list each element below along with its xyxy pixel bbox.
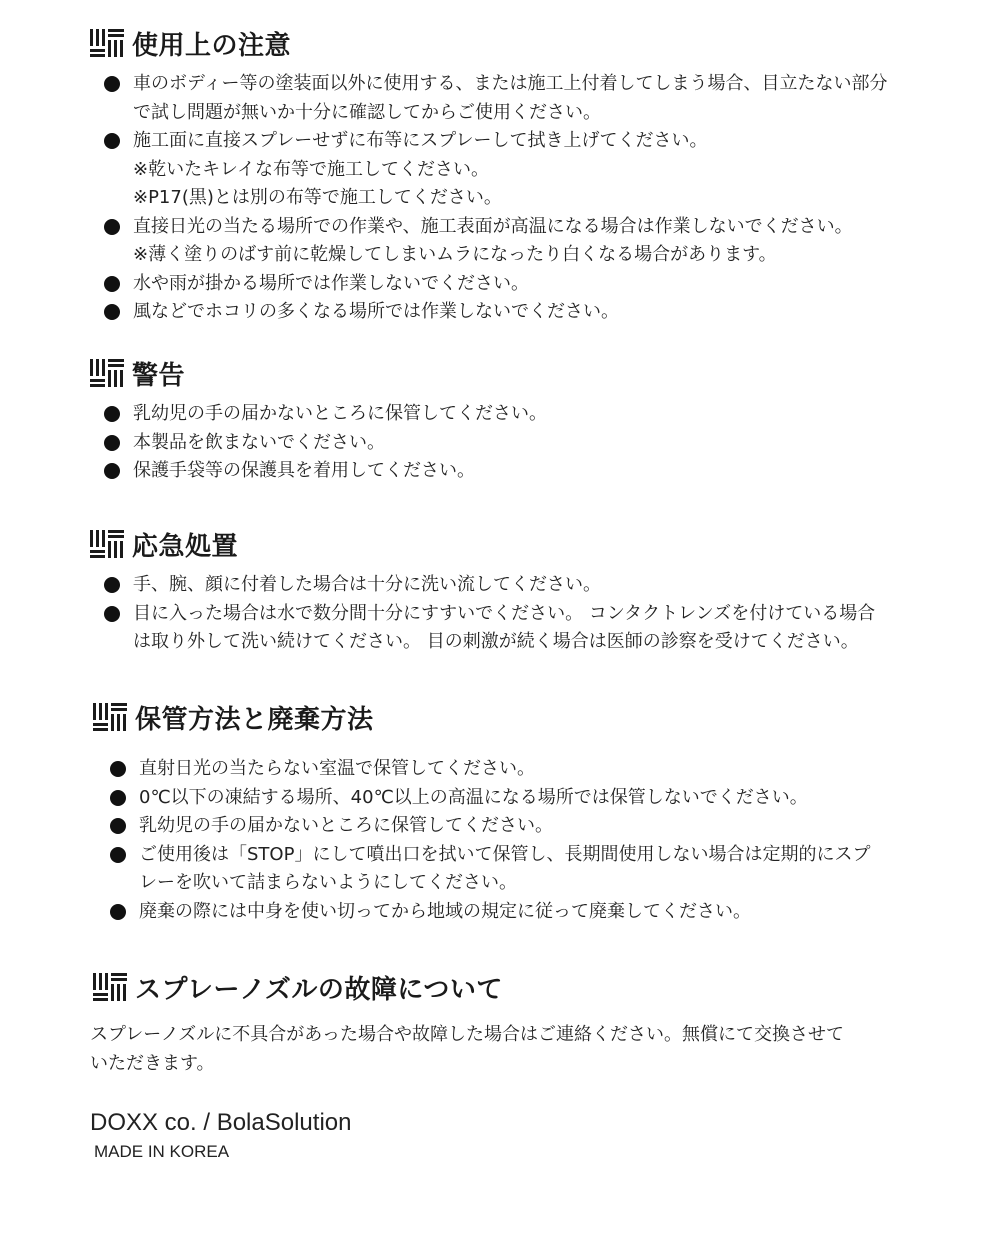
section-marker-icon [90,29,124,57]
section-title: 応急処置 [132,531,239,562]
list-item [104,298,934,327]
section-header [93,700,374,734]
list-item-note: ※乾いたキレイな布等で施工してください。 [133,158,489,180]
bullet-dot-icon [104,577,120,593]
section-title: 警告 [132,360,186,391]
list-item-text: 車のボディー等の塗装面以外に使用する、または施工上付着してしまう場合、目立たない部分 [133,73,888,94]
list-item [104,571,934,600]
list-item-text: 保護手袋等の保護具を着用してください。 [133,460,475,481]
bullet-dot-icon [110,904,126,920]
list-item [110,784,940,813]
list-item [110,755,940,784]
list-item [104,457,934,486]
list-item [110,812,940,841]
bullet-dot-icon [104,219,120,235]
list-item [104,400,934,429]
list-item-note: ※P17(黒)とは別の布等で施工してください。 [133,187,502,208]
list-item-text: 本製品を飲まないでください。 [133,431,385,453]
bullet-dot-icon [110,847,126,863]
list-item [104,213,934,270]
list-item [104,600,934,657]
bullet-dot-icon [104,76,120,92]
paragraph-line: いただきます。 [90,1052,215,1074]
bullet-dot-icon [110,818,126,834]
bullet-dot-icon [110,761,126,777]
section-header [93,970,503,1004]
section-header [90,26,291,60]
list-item [110,898,940,927]
bullet-dot-icon [104,276,120,292]
section-marker-icon [93,973,127,1001]
company-name: DOXX co. / BolaSolution [90,1109,352,1136]
list-item-text: 乳幼児の手の届かないところに保管してください。 [133,403,547,424]
list-item-text: 直接日光の当たる場所での作業や、施工表面が高温になる場合は作業しないでください。 [133,215,853,237]
list-item-text: は取り外して洗い続けてください。 目の刺激が続く場合は医師の診察を受けてください。 [133,631,859,652]
section-header [90,356,185,390]
list-item-text: 目に入った場合は水で数分間十分にすすいでください。 コンタクトレンズを付けている場合 [133,602,876,624]
list-item [110,841,940,898]
bullet-dot-icon [104,133,120,149]
list-item-note: ※薄く塗りのばす前に乾燥してしまいムラになったり白くなる場合があります。 [133,244,777,265]
list-item-text: レーを吹いて詰まらないようにしてください。 [139,872,517,893]
section-marker-icon [90,359,124,387]
bullet-list [110,755,940,926]
bullet-list [104,70,934,327]
bullet-dot-icon [104,463,120,479]
paragraph-line: スプレーノズルに不具合があった場合や故障した場合はご連絡ください。無償にて交換させて [90,1024,845,1045]
section-title: 使用上の注意 [132,30,292,61]
section-title: スプレーノズルの故障について [135,974,503,1005]
bullet-dot-icon [110,790,126,806]
list-item-text: で試し問題が無いか十分に確認してからご使用ください。 [133,101,601,123]
bullet-dot-icon [104,304,120,320]
list-item [104,70,934,127]
section-marker-icon [93,703,127,731]
list-item-text: 手、腕、顔に付着した場合は十分に洗い流してください。 [133,574,601,595]
list-item-text: 直射日光の当たらない室温で保管してください。 [139,758,535,779]
list-item-text: 乳幼児の手の届かないところに保管してください。 [139,815,553,836]
list-item [104,429,934,458]
bullet-dot-icon [104,406,120,422]
list-item-text: 廃棄の際には中身を使い切ってから地域の規定に従って廃棄してください。 [139,900,751,922]
list-item-text: 水や雨が掛かる場所では作業しないでください。 [133,272,529,294]
list-item-text: 風などでホコリの多くなる場所では作業しないでください。 [133,301,619,322]
bullet-list [104,400,934,486]
list-item [104,270,934,299]
bullet-dot-icon [104,435,120,451]
list-item-text: 施工面に直接スプレーせずに布等にスプレーして拭き上げてください。 [133,130,708,151]
made-in-label: MADE IN KOREA [94,1142,230,1161]
section-marker-icon [90,530,124,558]
bullet-list [104,571,934,657]
list-item-text: ご使用後は「STOP」にして噴出口を拭いて保管し、長期間使用しない場合は定期的にスプ [139,843,871,865]
list-item [104,127,934,213]
nozzle-failure-paragraph [90,1021,940,1078]
section-title: 保管方法と廃棄方法 [135,704,374,735]
bullet-dot-icon [104,606,120,622]
section-header [90,527,238,561]
list-item-text: 0℃以下の凍結する場所、40℃以上の高温になる場所では保管しないでください。 [139,786,808,808]
